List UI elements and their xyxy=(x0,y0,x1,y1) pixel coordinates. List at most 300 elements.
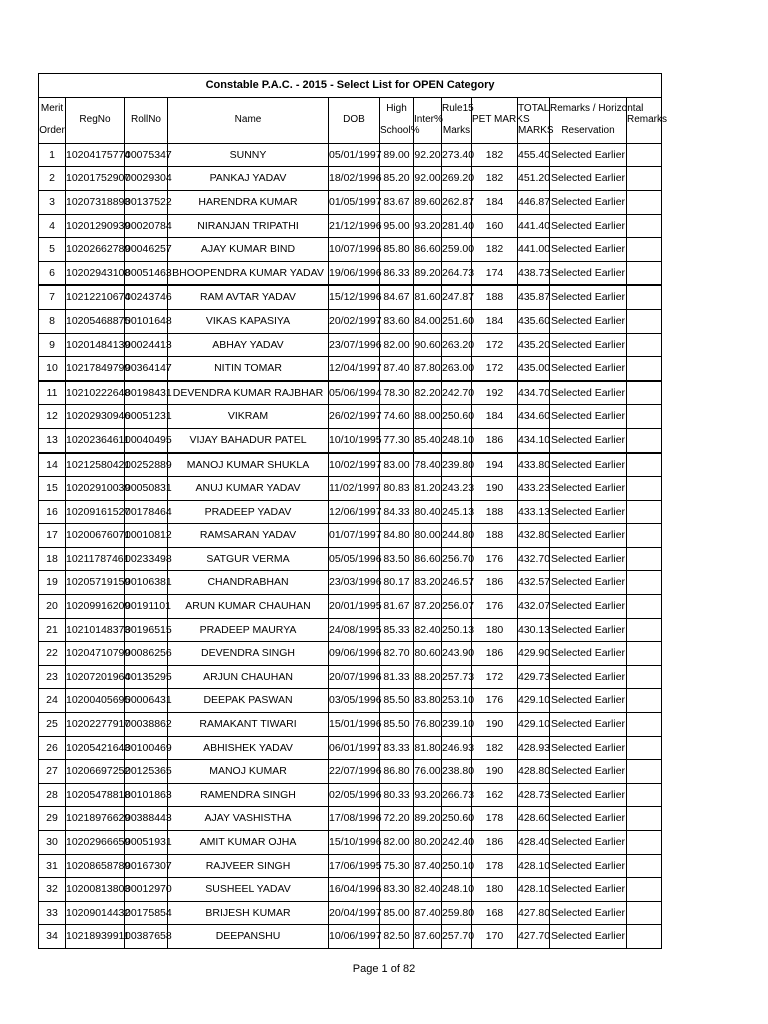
rollno-cell: 00029304 xyxy=(125,167,168,191)
rollno-cell: 00167307 xyxy=(125,854,168,878)
high-school-cell: 74.60 xyxy=(380,405,414,429)
merit-cell: 20 xyxy=(39,595,66,619)
rule15-cell: 244.80 xyxy=(442,524,472,548)
table-row xyxy=(39,453,662,477)
total-marks-cell: 428.40 xyxy=(518,831,550,855)
merit-cell: 23 xyxy=(39,665,66,689)
table-row xyxy=(39,571,662,595)
pet-marks-cell: 186 xyxy=(472,831,518,855)
remarks-cell xyxy=(627,381,662,405)
rollno-cell: 00106381 xyxy=(125,571,168,595)
rollno-cell: 00388443 xyxy=(125,807,168,831)
table-row xyxy=(39,760,662,784)
table-row xyxy=(39,618,662,642)
total-marks-cell: 432.57 xyxy=(518,571,550,595)
remarks-cell xyxy=(627,901,662,925)
dob-cell: 10/06/1997 xyxy=(329,925,380,949)
inter-cell: 87.20 xyxy=(414,595,442,619)
dob-cell: 16/04/1996 xyxy=(329,878,380,902)
high-school-cell: 82.70 xyxy=(380,642,414,666)
horizontal-cell: Selected Earlier xyxy=(550,333,627,357)
merit-cell: 16 xyxy=(39,500,66,524)
header-hs-line1: High xyxy=(386,102,407,114)
rollno-cell: 00135295 xyxy=(125,665,168,689)
merit-cell: 25 xyxy=(39,713,66,737)
inter-cell: 82.40 xyxy=(414,618,442,642)
rollno-cell: 00125365 xyxy=(125,760,168,784)
high-school-cell: 83.30 xyxy=(380,878,414,902)
remarks-cell xyxy=(627,428,662,452)
table-row xyxy=(39,665,662,689)
regno-cell: 10209161527 xyxy=(66,500,125,524)
inter-cell: 85.40 xyxy=(414,428,442,452)
name-cell: NIRANJAN TRIPATHI xyxy=(168,214,329,238)
total-marks-cell: 429.10 xyxy=(518,713,550,737)
pet-marks-cell: 186 xyxy=(472,571,518,595)
high-school-cell: 80.33 xyxy=(380,783,414,807)
rule15-cell: 247.87 xyxy=(442,285,472,309)
rollno-cell: 00175854 xyxy=(125,901,168,925)
merit-cell: 2 xyxy=(39,167,66,191)
high-school-cell: 86.80 xyxy=(380,760,414,784)
inter-cell: 80.00 xyxy=(414,524,442,548)
header-pet-marks: PET MARKS xyxy=(472,97,518,143)
horizontal-cell: Selected Earlier xyxy=(550,285,627,309)
regno-cell: 10210148373 xyxy=(66,618,125,642)
table-row xyxy=(39,642,662,666)
rule15-cell: 273.40 xyxy=(442,143,472,167)
name-cell: AJAY KUMAR BIND xyxy=(168,238,329,262)
total-marks-cell: 433.23 xyxy=(518,477,550,501)
horizontal-cell: Selected Earlier xyxy=(550,357,627,381)
rollno-cell: 00137522 xyxy=(125,190,168,214)
table-row xyxy=(39,405,662,429)
inter-cell: 80.60 xyxy=(414,642,442,666)
rule15-cell: 250.60 xyxy=(442,807,472,831)
merit-cell: 13 xyxy=(39,428,66,452)
name-cell: BRIJESH KUMAR xyxy=(168,901,329,925)
inter-cell: 87.60 xyxy=(414,925,442,949)
inter-cell: 81.80 xyxy=(414,736,442,760)
dob-cell: 15/01/1996 xyxy=(329,713,380,737)
high-school-cell: 85.20 xyxy=(380,167,414,191)
inter-cell: 93.20 xyxy=(414,214,442,238)
total-marks-cell: 435.00 xyxy=(518,357,550,381)
horizontal-cell: Selected Earlier xyxy=(550,500,627,524)
total-marks-cell: 432.70 xyxy=(518,547,550,571)
inter-cell: 87.80 xyxy=(414,357,442,381)
remarks-cell xyxy=(627,500,662,524)
regno-cell: 10202277917 xyxy=(66,713,125,737)
horizontal-cell: Selected Earlier xyxy=(550,831,627,855)
dob-cell: 17/08/1996 xyxy=(329,807,380,831)
rule15-cell: 256.07 xyxy=(442,595,472,619)
dob-cell: 02/05/1996 xyxy=(329,783,380,807)
regno-cell: 10210222648 xyxy=(66,381,125,405)
header-regno: RegNo xyxy=(66,97,125,143)
merit-cell: 33 xyxy=(39,901,66,925)
dob-cell: 21/12/1996 xyxy=(329,214,380,238)
high-school-cell: 89.00 xyxy=(380,143,414,167)
name-cell: ANUJ KUMAR YADAV xyxy=(168,477,329,501)
name-cell: DEEPANSHU xyxy=(168,925,329,949)
horizontal-cell: Selected Earlier xyxy=(550,760,627,784)
high-school-cell: 82.00 xyxy=(380,831,414,855)
pet-marks-cell: 188 xyxy=(472,524,518,548)
dob-cell: 20/04/1997 xyxy=(329,901,380,925)
merit-cell: 6 xyxy=(39,261,66,285)
name-cell: AJAY VASHISTHA xyxy=(168,807,329,831)
rule15-cell: 242.40 xyxy=(442,831,472,855)
dob-cell: 11/02/1997 xyxy=(329,477,380,501)
total-marks-cell: 432.80 xyxy=(518,524,550,548)
regno-cell: 10201752907 xyxy=(66,167,125,191)
remarks-cell xyxy=(627,453,662,477)
inter-cell: 87.40 xyxy=(414,901,442,925)
inter-cell: 84.00 xyxy=(414,309,442,333)
regno-cell: 10209916209 xyxy=(66,595,125,619)
regno-cell: 10202364611 xyxy=(66,428,125,452)
select-list-table xyxy=(38,73,668,949)
horizontal-cell: Selected Earlier xyxy=(550,214,627,238)
merit-cell: 9 xyxy=(39,333,66,357)
total-marks-cell: 435.60 xyxy=(518,309,550,333)
rule15-cell: 259.80 xyxy=(442,901,472,925)
regno-cell: 10200813803 xyxy=(66,878,125,902)
name-cell: VIJAY BAHADUR PATEL xyxy=(168,428,329,452)
rollno-cell: 00243746 xyxy=(125,285,168,309)
name-cell: RAMENDRA SINGH xyxy=(168,783,329,807)
total-marks-cell: 428.80 xyxy=(518,760,550,784)
inter-cell: 92.20 xyxy=(414,143,442,167)
header-merit-line1: Merit xyxy=(40,102,64,114)
rule15-cell: 250.60 xyxy=(442,405,472,429)
rollno-cell: 00040495 xyxy=(125,428,168,452)
inter-cell: 89.20 xyxy=(414,807,442,831)
table-row xyxy=(39,713,662,737)
dob-cell: 19/06/1996 xyxy=(329,261,380,285)
table-row xyxy=(39,547,662,571)
horizontal-cell: Selected Earlier xyxy=(550,453,627,477)
merit-cell: 1 xyxy=(39,143,66,167)
rollno-cell: 00101648 xyxy=(125,309,168,333)
table-row xyxy=(39,783,662,807)
merit-cell: 12 xyxy=(39,405,66,429)
remarks-cell xyxy=(627,807,662,831)
table-row xyxy=(39,285,662,309)
dob-cell: 05/01/1997 xyxy=(329,143,380,167)
name-cell: PRADEEP YADAV xyxy=(168,500,329,524)
pet-marks-cell: 174 xyxy=(472,261,518,285)
remarks-cell xyxy=(627,689,662,713)
name-cell: ABHISHEK YADAV xyxy=(168,736,329,760)
pet-marks-cell: 180 xyxy=(472,878,518,902)
table-row xyxy=(39,238,662,262)
name-cell: MANOJ KUMAR xyxy=(168,760,329,784)
dob-cell: 09/06/1996 xyxy=(329,642,380,666)
pet-marks-cell: 188 xyxy=(472,285,518,309)
inter-cell: 82.20 xyxy=(414,381,442,405)
horizontal-cell: Selected Earlier xyxy=(550,736,627,760)
horizontal-cell: Selected Earlier xyxy=(550,261,627,285)
table-row xyxy=(39,878,662,902)
remarks-cell xyxy=(627,571,662,595)
header-rule15-line1: Rule15 xyxy=(442,102,474,114)
merit-cell: 31 xyxy=(39,854,66,878)
dob-cell: 10/02/1997 xyxy=(329,453,380,477)
horizontal-cell: Selected Earlier xyxy=(550,524,627,548)
rollno-cell: 00012970 xyxy=(125,878,168,902)
rollno-cell: 00198431 xyxy=(125,381,168,405)
dob-cell: 12/06/1997 xyxy=(329,500,380,524)
name-cell: HARENDRA KUMAR xyxy=(168,190,329,214)
high-school-cell: 85.80 xyxy=(380,238,414,262)
rule15-cell: 242.70 xyxy=(442,381,472,405)
high-school-cell: 72.20 xyxy=(380,807,414,831)
rule15-cell: 251.60 xyxy=(442,309,472,333)
inter-cell: 78.40 xyxy=(414,453,442,477)
horizontal-cell: Selected Earlier xyxy=(550,571,627,595)
merit-cell: 32 xyxy=(39,878,66,902)
total-marks-cell: 434.60 xyxy=(518,405,550,429)
inter-cell: 93.20 xyxy=(414,783,442,807)
regno-cell: 10205421643 xyxy=(66,736,125,760)
name-cell: BHOOPENDRA KUMAR YADAV xyxy=(168,261,329,285)
rollno-cell: 00364147 xyxy=(125,357,168,381)
inter-cell: 81.60 xyxy=(414,285,442,309)
remarks-cell xyxy=(627,285,662,309)
pet-marks-cell: 184 xyxy=(472,190,518,214)
rollno-cell: 00387658 xyxy=(125,925,168,949)
pet-marks-cell: 186 xyxy=(472,428,518,452)
total-marks-cell: 428.10 xyxy=(518,878,550,902)
remarks-cell xyxy=(627,261,662,285)
header-merit-order xyxy=(39,97,66,143)
total-marks-cell: 427.80 xyxy=(518,901,550,925)
horizontal-cell: Selected Earlier xyxy=(550,642,627,666)
merit-cell: 8 xyxy=(39,309,66,333)
horizontal-cell: Selected Earlier xyxy=(550,878,627,902)
pet-marks-cell: 190 xyxy=(472,477,518,501)
rollno-cell: 00024413 xyxy=(125,333,168,357)
pet-marks-cell: 172 xyxy=(472,333,518,357)
total-marks-cell: 428.10 xyxy=(518,854,550,878)
total-marks-cell: 428.73 xyxy=(518,783,550,807)
rule15-cell: 256.70 xyxy=(442,547,472,571)
rollno-cell: 00046257 xyxy=(125,238,168,262)
inter-cell: 86.60 xyxy=(414,238,442,262)
horizontal-cell: Selected Earlier xyxy=(550,309,627,333)
regno-cell: 10205719159 xyxy=(66,571,125,595)
total-marks-cell: 441.00 xyxy=(518,238,550,262)
total-marks-cell: 434.10 xyxy=(518,428,550,452)
table-title: Constable P.A.C. - 2015 - Select List for OPEN Category xyxy=(39,74,662,98)
high-school-cell: 82.00 xyxy=(380,333,414,357)
pet-marks-cell: 192 xyxy=(472,381,518,405)
inter-cell: 89.20 xyxy=(414,261,442,285)
high-school-cell: 77.30 xyxy=(380,428,414,452)
pet-marks-cell: 180 xyxy=(472,618,518,642)
pet-marks-cell: 176 xyxy=(472,689,518,713)
dob-cell: 26/02/1997 xyxy=(329,405,380,429)
rule15-cell: 263.20 xyxy=(442,333,472,357)
regno-cell: 10202943108 xyxy=(66,261,125,285)
remarks-cell xyxy=(627,238,662,262)
high-school-cell: 83.50 xyxy=(380,547,414,571)
pet-marks-cell: 176 xyxy=(472,547,518,571)
high-school-cell: 86.33 xyxy=(380,261,414,285)
table-row xyxy=(39,261,662,285)
merit-cell: 29 xyxy=(39,807,66,831)
horizontal-cell: Selected Earlier xyxy=(550,854,627,878)
merit-cell: 7 xyxy=(39,285,66,309)
header-row xyxy=(39,97,662,143)
high-school-cell: 83.33 xyxy=(380,736,414,760)
remarks-cell xyxy=(627,333,662,357)
pet-marks-cell: 168 xyxy=(472,901,518,925)
remarks-cell xyxy=(627,595,662,619)
rule15-cell: 245.13 xyxy=(442,500,472,524)
horizontal-cell: Selected Earlier xyxy=(550,783,627,807)
rule15-cell: 263.00 xyxy=(442,357,472,381)
remarks-cell xyxy=(627,713,662,737)
high-school-cell: 83.00 xyxy=(380,453,414,477)
regno-cell: 10218976629 xyxy=(66,807,125,831)
title-row xyxy=(39,74,662,98)
inter-cell: 81.20 xyxy=(414,477,442,501)
total-marks-cell: 446.87 xyxy=(518,190,550,214)
horizontal-cell: Selected Earlier xyxy=(550,238,627,262)
regno-cell: 10217849799 xyxy=(66,357,125,381)
regno-cell: 10218939911 xyxy=(66,925,125,949)
merit-cell: 17 xyxy=(39,524,66,548)
high-school-cell: 85.00 xyxy=(380,901,414,925)
header-horizontal-reservation xyxy=(550,97,644,143)
header-horizontal-line2: Reservation xyxy=(561,125,615,137)
total-marks-cell: 430.13 xyxy=(518,618,550,642)
rule15-cell: 246.57 xyxy=(442,571,472,595)
dob-cell: 15/10/1996 xyxy=(329,831,380,855)
dob-cell: 10/10/1995 xyxy=(329,428,380,452)
rollno-cell: 00191101 xyxy=(125,595,168,619)
high-school-cell: 75.30 xyxy=(380,854,414,878)
total-marks-cell: 441.40 xyxy=(518,214,550,238)
header-hs-line2: School% xyxy=(380,125,420,137)
regno-cell: 10204175774 xyxy=(66,143,125,167)
rollno-cell: 00101863 xyxy=(125,783,168,807)
remarks-cell xyxy=(627,854,662,878)
remarks-cell xyxy=(627,405,662,429)
pet-marks-cell: 170 xyxy=(472,925,518,949)
rule15-cell: 262.87 xyxy=(442,190,472,214)
inter-cell: 82.40 xyxy=(414,878,442,902)
dob-cell: 01/07/1997 xyxy=(329,524,380,548)
merit-cell: 22 xyxy=(39,642,66,666)
inter-cell: 89.60 xyxy=(414,190,442,214)
table-row xyxy=(39,381,662,405)
merit-cell: 30 xyxy=(39,831,66,855)
pet-marks-cell: 172 xyxy=(472,665,518,689)
name-cell: PANKAJ YADAV xyxy=(168,167,329,191)
dob-cell: 10/07/1996 xyxy=(329,238,380,262)
remarks-cell xyxy=(627,878,662,902)
merit-cell: 24 xyxy=(39,689,66,713)
regno-cell: 10211787461 xyxy=(66,547,125,571)
inter-cell: 76.00 xyxy=(414,760,442,784)
total-marks-cell: 428.93 xyxy=(518,736,550,760)
dob-cell: 15/12/1996 xyxy=(329,285,380,309)
header-total-marks xyxy=(518,97,554,143)
rule15-cell: 246.93 xyxy=(442,736,472,760)
high-school-cell: 81.33 xyxy=(380,665,414,689)
rule15-cell: 248.10 xyxy=(442,878,472,902)
name-cell: RAMSARAN YADAV xyxy=(168,524,329,548)
dob-cell: 23/07/1996 xyxy=(329,333,380,357)
table-row xyxy=(39,925,662,949)
regno-cell: 10200405695 xyxy=(66,689,125,713)
inter-cell: 92.00 xyxy=(414,167,442,191)
regno-cell: 10212580421 xyxy=(66,453,125,477)
name-cell: SATGUR VERMA xyxy=(168,547,329,571)
merit-cell: 27 xyxy=(39,760,66,784)
rule15-cell: 257.73 xyxy=(442,665,472,689)
total-marks-cell: 429.90 xyxy=(518,642,550,666)
rule15-cell: 243.23 xyxy=(442,477,472,501)
dob-cell: 20/02/1997 xyxy=(329,309,380,333)
inter-cell: 83.80 xyxy=(414,689,442,713)
regno-cell: 10207201964 xyxy=(66,665,125,689)
header-dob: DOB xyxy=(329,97,380,143)
pet-marks-cell: 160 xyxy=(472,214,518,238)
inter-cell: 88.00 xyxy=(414,405,442,429)
horizontal-cell: Selected Earlier xyxy=(550,381,627,405)
high-school-cell: 82.50 xyxy=(380,925,414,949)
header-remarks: Remarks xyxy=(627,97,662,143)
header-total-line1: TOTAL xyxy=(518,102,550,114)
name-cell: ABHAY YADAV xyxy=(168,333,329,357)
high-school-cell: 85.50 xyxy=(380,689,414,713)
total-marks-cell: 433.13 xyxy=(518,500,550,524)
total-marks-cell: 435.87 xyxy=(518,285,550,309)
inter-cell: 80.20 xyxy=(414,831,442,855)
merit-cell: 14 xyxy=(39,453,66,477)
name-cell: RAJVEER SINGH xyxy=(168,854,329,878)
table-row xyxy=(39,524,662,548)
header-total-line2: MARKS xyxy=(518,125,554,137)
dob-cell: 24/08/1995 xyxy=(329,618,380,642)
total-marks-cell: 451.20 xyxy=(518,167,550,191)
rollno-cell: 00178464 xyxy=(125,500,168,524)
merit-cell: 28 xyxy=(39,783,66,807)
inter-cell: 90.60 xyxy=(414,333,442,357)
total-marks-cell: 429.73 xyxy=(518,665,550,689)
rollno-cell: 00051231 xyxy=(125,405,168,429)
name-cell: SUNNY xyxy=(168,143,329,167)
remarks-cell xyxy=(627,925,662,949)
merit-cell: 4 xyxy=(39,214,66,238)
name-cell: RAMAKANT TIWARI xyxy=(168,713,329,737)
rule15-cell: 269.20 xyxy=(442,167,472,191)
name-cell: PRADEEP MAURYA xyxy=(168,618,329,642)
table-row xyxy=(39,736,662,760)
name-cell: MANOJ KUMAR SHUKLA xyxy=(168,453,329,477)
horizontal-cell: Selected Earlier xyxy=(550,143,627,167)
high-school-cell: 80.83 xyxy=(380,477,414,501)
table-row xyxy=(39,167,662,191)
remarks-cell xyxy=(627,167,662,191)
name-cell: RAM AVTAR YADAV xyxy=(168,285,329,309)
inter-cell: 88.20 xyxy=(414,665,442,689)
